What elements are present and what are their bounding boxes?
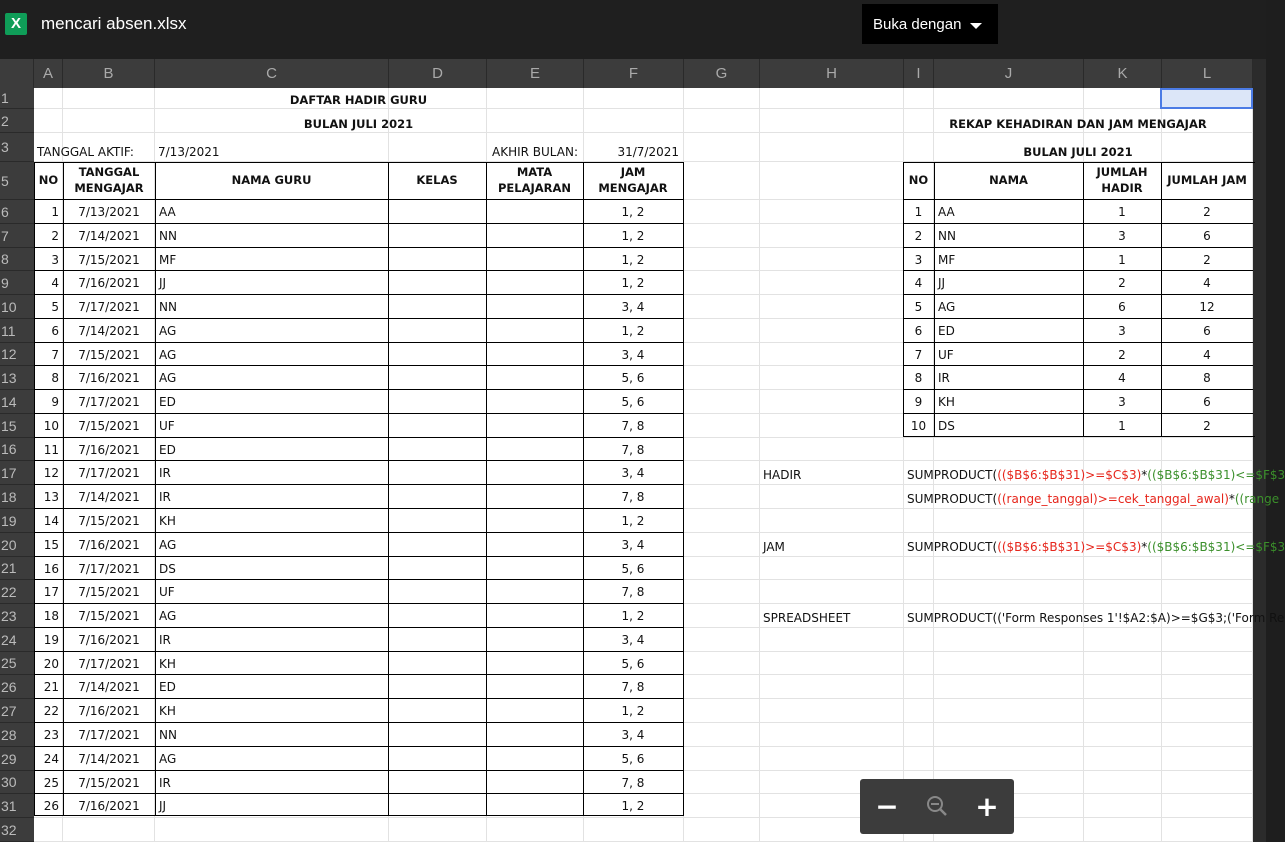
cell-no[interactable]: 19 [43,633,59,647]
row-header-27[interactable]: 27 [0,699,34,723]
table-border [34,199,684,200]
table-border [34,460,684,461]
cell-no[interactable]: 4 [51,276,59,290]
table-border [34,437,684,438]
formula-spreadsheet[interactable]: SUMPRODUCT(('Form Responses 1'!$A2:$A)>=$G$3;('Form Re [907,611,1285,625]
recap-cell-no[interactable]: 4 [914,276,923,290]
zoom-out-icon[interactable]: − [875,790,899,823]
table-border [34,746,684,747]
cell-jam[interactable]: 3, 4 [621,538,645,552]
cell-date[interactable]: 7/17/2021 [78,657,140,671]
cell-no[interactable]: 10 [43,419,59,433]
akhir-bulan-label: AKHIR BULAN: [492,145,578,159]
table-border [34,389,684,390]
cell-no[interactable]: 17 [43,585,59,599]
cell-name[interactable]: KH [159,514,176,528]
row-header-16[interactable]: 16 [0,438,34,461]
cell-date[interactable]: 7/14/2021 [78,324,140,338]
cell-date[interactable]: 7/17/2021 [78,466,140,480]
cell-jam[interactable]: 5, 6 [621,371,645,385]
row-header-17[interactable]: 17 [0,461,34,485]
cell-no[interactable]: 22 [43,704,59,718]
cell-jam[interactable]: 1, 2 [621,205,645,219]
akhir-bulan-value[interactable]: 31/7/2021 [617,145,679,159]
table-border [34,793,684,794]
row-header-26[interactable]: 26 [0,675,34,699]
cell-date[interactable]: 7/15/2021 [78,609,140,623]
column-header-A[interactable]: A [34,59,63,88]
tanggal-aktif-label: TANGGAL AKTIF: [37,145,134,159]
cell-jam[interactable]: 7, 8 [621,585,645,599]
table-border [34,532,684,533]
cell-jam[interactable]: 7, 8 [621,776,645,790]
cell-name[interactable]: MF [159,253,177,267]
gridline-horizontal [34,817,1253,818]
cell-jam[interactable]: 7, 8 [621,443,645,457]
row-header-25[interactable]: 25 [0,652,34,675]
column-header-B[interactable]: B [63,59,155,88]
cell-date[interactable]: 7/17/2021 [78,395,140,409]
cell-grid[interactable] [34,88,1285,842]
column-header-J[interactable]: J [934,59,1084,88]
cell-no[interactable]: 6 [51,324,59,338]
gridline-horizontal [34,132,1253,133]
cell-no[interactable]: 1 [51,205,59,219]
spreadsheet-view[interactable] [0,59,1285,842]
recap-cell-jam[interactable]: 2 [1203,253,1211,267]
caret-down-icon [970,23,982,29]
cell-date[interactable]: 7/16/2021 [78,799,140,813]
recap-cell-hadir[interactable]: 1 [1118,205,1126,219]
row-header-24[interactable]: 24 [0,628,34,652]
zoom-in-icon[interactable]: + [975,790,999,823]
cell-name[interactable]: KH [159,657,176,671]
excel-icon: X [5,13,27,35]
recap-cell-name[interactable]: MF [938,253,956,267]
cell-no[interactable]: 15 [43,538,59,552]
formula-jam[interactable]: SUMPRODUCT((($B$6:$B$31)>=$C$3)*(($B$6:$B$31)<=$F$3 [907,540,1285,554]
cell-name[interactable]: NN [159,300,177,314]
row-header-22[interactable]: 22 [0,580,34,604]
table-border [155,162,156,816]
cell-no[interactable]: 23 [43,728,59,742]
cell-jam[interactable]: 1, 2 [621,253,645,267]
cell-jam[interactable]: 3, 4 [621,348,645,362]
recap-cell-jam[interactable]: 4 [1203,348,1211,362]
table-border [34,579,684,580]
open-with-button[interactable] [862,4,998,44]
cell-no[interactable]: 18 [43,609,59,623]
row-header-32[interactable]: 32 [0,818,34,842]
recap-cell-jam[interactable]: 6 [1203,395,1211,409]
cell-no[interactable]: 11 [43,443,59,457]
cell-no[interactable]: 13 [43,490,59,504]
table-border [903,389,1253,390]
table-border [903,342,1253,343]
recap-cell-name[interactable]: AG [938,300,956,314]
tanggal-aktif-value[interactable]: 7/13/2021 [158,145,220,159]
recap-header-jumlah: JUMLAH [1096,165,1148,179]
recap-cell-no[interactable]: 6 [914,324,923,338]
recap-cell-name[interactable]: IR [938,371,950,385]
col-header-tanggal-2: MENGAJAR [74,181,144,195]
table-border [903,413,1253,414]
note-jam: JAM [763,540,785,554]
row-header-12[interactable]: 12 [0,343,34,366]
column-header-H[interactable]: H [760,59,904,88]
recap-cell-jam[interactable]: 2 [1203,205,1211,219]
cell-jam[interactable]: 7, 8 [621,419,645,433]
row-header-19[interactable]: 19 [0,509,34,533]
recap-cell-name[interactable]: DS [938,419,955,433]
recap-cell-hadir[interactable]: 2 [1118,276,1126,290]
cell-name[interactable]: UF [159,585,175,599]
table-border [34,698,684,699]
cell-name[interactable]: JJ [159,276,167,290]
column-header-E[interactable]: E [487,59,584,88]
table-border [903,270,1253,271]
cell-jam[interactable]: 1, 2 [621,704,645,718]
table-border [934,162,935,437]
cell-jam[interactable]: 7, 8 [621,490,645,504]
cell-no[interactable]: 2 [51,229,59,243]
row-header-14[interactable]: 14 [0,390,34,414]
column-header-L[interactable]: L [1162,59,1253,88]
cell-date[interactable]: 7/14/2021 [78,752,140,766]
table-border [34,294,684,295]
table-border [34,770,684,771]
recap-cell-name[interactable]: AA [938,205,955,219]
cell-no[interactable]: 20 [43,657,59,671]
table-border [34,365,684,366]
table-border [34,603,684,604]
table-border [34,627,684,628]
cell-name[interactable]: ED [159,443,176,457]
cell-date[interactable]: 7/15/2021 [78,585,140,599]
col-header-mata: MATA [516,165,553,179]
row-header-2[interactable]: 2 [0,109,34,133]
row-header-29[interactable]: 29 [0,747,34,771]
zoom-controls [860,779,1014,834]
recap-cell-hadir[interactable]: 1 [1118,253,1126,267]
cell-date[interactable]: 7/14/2021 [78,680,140,694]
table-border [34,247,684,248]
row-header-6[interactable]: 6 [0,200,34,224]
recap-cell-hadir[interactable]: 6 [1118,300,1126,314]
cell-jam[interactable]: 7, 8 [621,680,645,694]
cell-date[interactable]: 7/15/2021 [78,419,140,433]
row-header-30[interactable]: 30 [0,771,34,794]
column-header-F[interactable]: F [584,59,684,88]
col-header-mengajar: MENGAJAR [598,181,668,195]
recap-cell-hadir[interactable]: 2 [1118,348,1126,362]
cell-name[interactable]: AG [159,348,177,362]
cell-name[interactable]: AG [159,371,177,385]
column-header-K[interactable]: K [1084,59,1162,88]
cell-no[interactable]: 3 [51,253,59,267]
cell-name[interactable]: KH [159,704,176,718]
column-header-I[interactable]: I [904,59,934,88]
sheet-title: DAFTAR HADIR GURU [289,93,428,107]
cell-jam[interactable]: 3, 4 [621,300,645,314]
recap-cell-jam[interactable]: 6 [1203,324,1211,338]
cell-name[interactable]: IR [159,466,171,480]
formula-hadir[interactable]: SUMPRODUCT((($B$6:$B$31)>=$C$3)*(($B$6:$B$31)<=$F$3 [907,468,1285,482]
table-border [34,674,684,675]
recap-cell-no[interactable]: 10 [910,419,927,433]
corner-header [0,59,34,88]
file-title: mencari absen.xlsx [41,14,187,33]
gridline-vertical [759,88,760,842]
recap-cell-jam[interactable]: 8 [1203,371,1211,385]
recap-cell-hadir[interactable]: 3 [1118,324,1126,338]
cell-date[interactable]: 7/16/2021 [78,704,140,718]
cell-jam[interactable]: 5, 6 [621,395,645,409]
row-header-21[interactable]: 21 [0,557,34,580]
row-header-8[interactable]: 8 [0,248,34,271]
column-header-C[interactable]: C [155,59,389,88]
cell-no[interactable]: 24 [43,752,59,766]
col-header-nama-guru: NAMA GURU [231,173,312,187]
recap-cell-no[interactable]: 8 [914,371,923,385]
cell-jam[interactable]: 1, 2 [621,799,645,813]
cell-name[interactable]: IR [159,490,171,504]
cell-name[interactable]: NN [159,728,177,742]
note-spreadsheet: SPREADSHEET [763,611,851,625]
cell-jam[interactable]: 1, 2 [621,609,645,623]
cell-name[interactable]: IR [159,776,171,790]
row-header-7[interactable]: 7 [0,224,34,248]
cell-date[interactable]: 7/13/2021 [78,205,140,219]
cell-jam[interactable]: 5, 6 [621,752,645,766]
recap-cell-no[interactable]: 5 [914,300,923,314]
cell-name[interactable]: ED [159,680,176,694]
cell-date[interactable]: 7/17/2021 [78,300,140,314]
top-bar [0,0,1266,59]
table-border [34,413,684,414]
cell-date[interactable]: 7/15/2021 [78,348,140,362]
note-hadir: HADIR [763,468,802,482]
recap-cell-jam[interactable]: 12 [1199,300,1215,314]
cell-date[interactable]: 7/16/2021 [78,443,140,457]
recap-cell-no[interactable]: 1 [914,205,923,219]
row-header-20[interactable]: 20 [0,533,34,557]
table-border [903,223,1253,224]
cell-no[interactable]: 7 [51,348,59,362]
cell-name[interactable]: AG [159,324,177,338]
cell-jam[interactable]: 1, 2 [621,229,645,243]
recap-cell-jam[interactable]: 4 [1203,276,1211,290]
cell-date[interactable]: 7/15/2021 [78,514,140,528]
table-border [34,508,684,509]
row-header-10[interactable]: 10 [0,295,34,319]
recap-cell-name[interactable]: KH [938,395,955,409]
table-border [34,722,684,723]
row-header-5[interactable]: 5 [0,162,34,200]
row-header-11[interactable]: 11 [0,319,34,343]
col-header-pelajaran: PELAJARAN [497,181,572,195]
table-border [903,199,1253,200]
cell-no[interactable]: 21 [43,680,59,694]
table-border [34,318,684,319]
recap-cell-jam[interactable]: 6 [1203,229,1211,243]
cell-name[interactable]: UF [159,419,175,433]
table-border [34,223,684,224]
cell-no[interactable]: 25 [43,776,59,790]
col-header-jam: JAM [620,165,646,179]
cell-name[interactable]: DS [159,562,176,576]
cell-jam[interactable]: 3, 4 [621,633,645,647]
table-border [388,162,389,816]
column-header-G[interactable]: G [684,59,760,88]
table-border [34,270,684,271]
cell-date[interactable]: 7/17/2021 [78,728,140,742]
cell-date[interactable]: 7/14/2021 [78,229,140,243]
row-header-1[interactable]: 1 [0,88,34,109]
table-border [34,651,684,652]
table-border [34,556,684,557]
cell-no[interactable]: 12 [43,466,59,480]
cell-jam[interactable]: 1, 2 [621,514,645,528]
cell-date[interactable]: 7/15/2021 [78,253,140,267]
cell-no[interactable]: 14 [43,514,59,528]
cell-name[interactable]: AG [159,538,177,552]
cell-jam[interactable]: 3, 4 [621,728,645,742]
formula-hadir-named[interactable]: SUMPRODUCT(((range_tanggal)>=cek_tanggal_awal)*((range [907,492,1280,506]
cell-jam[interactable]: 3, 4 [621,466,645,480]
recap-cell-no[interactable]: 3 [914,253,923,267]
recap-cell-no[interactable]: 7 [914,348,923,362]
cell-no[interactable]: 9 [51,395,59,409]
recap-cell-hadir[interactable]: 3 [1118,229,1126,243]
cell-jam[interactable]: 5, 6 [621,562,645,576]
recap-cell-hadir[interactable]: 1 [1118,419,1126,433]
row-header-18[interactable]: 18 [0,485,34,509]
row-header-23[interactable]: 23 [0,604,34,628]
cell-jam[interactable]: 1, 2 [621,324,645,338]
cell-name[interactable]: NN [159,229,177,243]
recap-cell-no[interactable]: 2 [914,229,923,243]
cell-name[interactable]: ED [159,395,176,409]
table-border [34,342,684,343]
row-header-9[interactable]: 9 [0,271,34,295]
recap-cell-hadir[interactable]: 3 [1118,395,1126,409]
row-header-15[interactable]: 15 [0,414,34,438]
cell-no[interactable]: 16 [43,562,59,576]
cell-name[interactable]: AA [159,205,176,219]
table-border [903,365,1253,366]
cell-no[interactable]: 8 [51,371,59,385]
recap-cell-hadir[interactable]: 4 [1118,371,1126,385]
sheet-subtitle: BULAN JULI 2021 [303,117,414,131]
recap-header-jumlah-jam: JUMLAH JAM [1167,173,1247,187]
row-header-3[interactable]: 3 [0,133,34,162]
recap-header-no: NO [908,173,929,187]
cell-date[interactable]: 7/14/2021 [78,490,140,504]
table-border [903,294,1253,295]
recap-title: REKAP KEHADIRAN DAN JAM MENGAJAR [949,117,1207,131]
recap-header-nama: NAMA [989,173,1028,187]
table-border [34,484,684,485]
recap-cell-no[interactable]: 9 [914,395,923,409]
row-header-28[interactable]: 28 [0,723,34,747]
col-header-kelas: KELAS [416,173,458,187]
recap-subtitle: BULAN JULI 2021 [1023,145,1133,159]
cell-jam[interactable]: 5, 6 [621,657,645,671]
selected-cell-L1[interactable] [1160,88,1253,109]
cell-date[interactable]: 7/16/2021 [78,538,140,552]
cell-no[interactable]: 5 [51,300,59,314]
table-border [486,162,487,816]
recap-cell-name[interactable]: ED [938,324,955,338]
cell-name[interactable]: IR [159,633,171,647]
gridline-horizontal [34,108,1253,109]
cell-name[interactable]: JJ [159,799,167,813]
recap-header-hadir: HADIR [1101,181,1143,195]
col-header-no: NO [38,173,59,187]
col-header-tanggal: TANGGAL [78,165,140,179]
table-border [903,247,1253,248]
recap-cell-jam[interactable]: 2 [1203,419,1211,433]
row-header-13[interactable]: 13 [0,366,34,390]
recap-cell-name[interactable]: JJ [938,276,946,290]
cell-name[interactable]: AG [159,752,177,766]
open-with-label: Buka dengan [873,15,962,33]
column-header-D[interactable]: D [389,59,487,88]
recap-cell-name[interactable]: UF [938,348,954,362]
cell-date[interactable]: 7/16/2021 [78,633,140,647]
cell-jam[interactable]: 1, 2 [621,276,645,290]
zoom-reset-icon[interactable] [912,779,962,834]
row-header-31[interactable]: 31 [0,794,34,818]
cell-date[interactable]: 7/15/2021 [78,776,140,790]
cell-date[interactable]: 7/16/2021 [78,276,140,290]
table-border [903,318,1253,319]
cell-name[interactable]: AG [159,609,177,623]
cell-date[interactable]: 7/16/2021 [78,371,140,385]
recap-cell-name[interactable]: NN [938,229,956,243]
cell-no[interactable]: 26 [43,799,59,813]
cell-date[interactable]: 7/17/2021 [78,562,140,576]
